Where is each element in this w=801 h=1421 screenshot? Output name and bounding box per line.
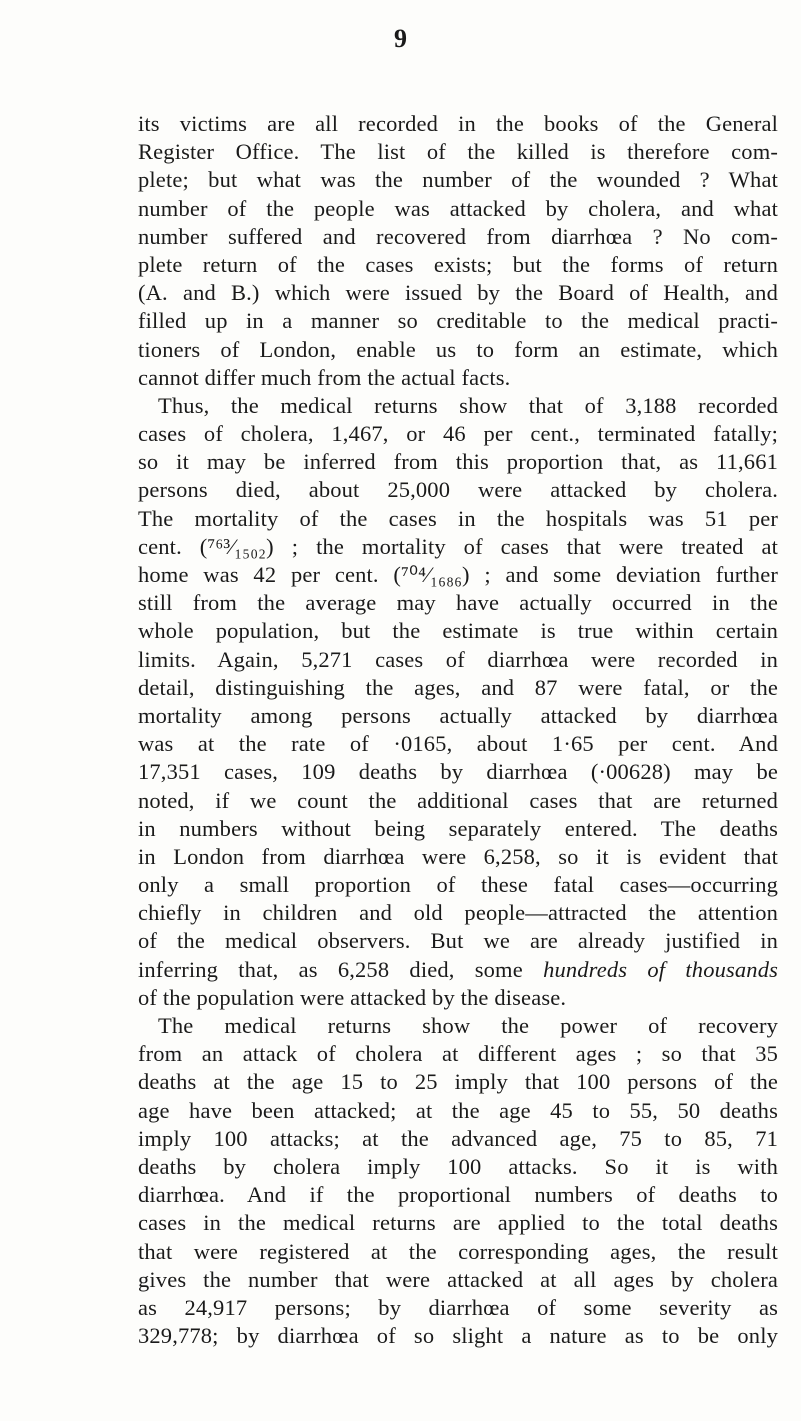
- text-line: tioners of London, enable us to form an estimate, which: [138, 336, 778, 362]
- text-line: home was 42 per cent. (⁷⁰⁴⁄₁₆₈₆) ; and some deviation further: [138, 562, 778, 587]
- text-line: whole population, but the estimate is true within certain: [138, 618, 778, 644]
- text-line: plete; but what was the number of the wounded ? What: [138, 167, 778, 193]
- text-line-with-italic: [138, 956, 778, 984]
- text-line: only a small proportion of these fatal cases—occurring: [138, 872, 778, 898]
- text-line: from an attack of cholera at different ages ; so that 35: [138, 1041, 778, 1067]
- text-line: deaths by cholera imply 100 attacks. So it is with: [138, 1153, 778, 1179]
- text-line: still from the average may have actually occurred in the: [138, 590, 778, 616]
- text-line: was at the rate of ·0165, about 1·65 per cent. And: [138, 731, 778, 757]
- text-line: cases in the medical returns are applied to the total deaths: [138, 1210, 778, 1236]
- text-line: in numbers without being separately entered. The deaths: [138, 815, 778, 841]
- page-number: 9: [394, 24, 407, 53]
- text-line: age have been attacked; at the age 45 to 55, 50 deaths: [138, 1097, 778, 1123]
- text-line: gives the number that were attacked at all ages by cholera: [138, 1266, 778, 1292]
- text-line: The mortality of the cases in the hospitals was 51 per: [138, 505, 778, 531]
- text-line: Thus, the medical returns show that of 3,188 recorded: [158, 392, 778, 418]
- text-line: Register Office. The list of the killed is therefore com-: [138, 139, 778, 165]
- text-line: in London from diarrhœa were 6,258, so it is evident that: [138, 843, 778, 869]
- body-text: [138, 110, 778, 1350]
- text-line: that were registered at the corresponding ages, the result: [138, 1238, 778, 1264]
- text-line: mortality among persons actually attacked by diarrhœa: [138, 702, 778, 728]
- text-line: The medical returns show the power of recovery: [158, 1013, 778, 1038]
- text-line: plete return of the cases exists; but the forms of return: [138, 251, 778, 277]
- text-line: 329,778; by diarrhœa of so slight a nature as to be only: [138, 1323, 778, 1349]
- text-line: imply 100 attacks; at the advanced age, 75 to 85, 71: [138, 1125, 778, 1151]
- text-line: noted, if we count the additional cases that are returned: [138, 787, 778, 813]
- text-line: so it may be inferred from this proportion that, as 11,661: [138, 449, 778, 475]
- text-line: as 24,917 persons; by diarrhœa of some severity as: [138, 1294, 778, 1320]
- text-line: detail, distinguishing the ages, and 87 were fatal, or the: [138, 674, 778, 700]
- text-line: deaths at the age 15 to 25 imply that 100 persons of the: [138, 1069, 778, 1095]
- text-line: number suffered and recovered from diarrhœa ? No com-: [138, 223, 778, 249]
- text-line: (A. and B.) which were issued by the Board of Health, and: [138, 280, 778, 306]
- text-line: chiefly in children and old people—attracted the attention: [138, 900, 778, 926]
- text-line: cannot differ much from the actual facts.: [138, 364, 511, 390]
- text-segment: inferring that, as 6,258 died, some: [138, 956, 523, 982]
- italic-phrase: hundreds of thousands: [543, 956, 779, 982]
- text-line: limits. Again, 5,271 cases of diarrhœa were recorded in: [138, 646, 778, 672]
- text-line: diarrhœa. And if the proportional numbers of deaths to: [138, 1182, 778, 1208]
- text-line: filled up in a manner so creditable to the medical practi-: [138, 308, 778, 334]
- text-line: cases of cholera, 1,467, or 46 per cent., terminated fatally;: [138, 421, 778, 447]
- text-line: number of the people was attacked by cholera, and what: [138, 195, 778, 221]
- text-line: persons died, about 25,000 were attacked by cholera.: [138, 477, 778, 503]
- text-line: its victims are all recorded in the books of the General: [138, 111, 778, 136]
- text-line: of the population were attacked by the disease.: [138, 984, 567, 1010]
- text-line: of the medical observers. But we are already justified in: [138, 928, 778, 954]
- text-line: 17,351 cases, 109 deaths by diarrhœa (·00628) may be: [138, 759, 778, 785]
- text-line: cent. (⁷⁶³⁄₁₅₀₂) ; the mortality of cases that were treated at: [138, 533, 778, 559]
